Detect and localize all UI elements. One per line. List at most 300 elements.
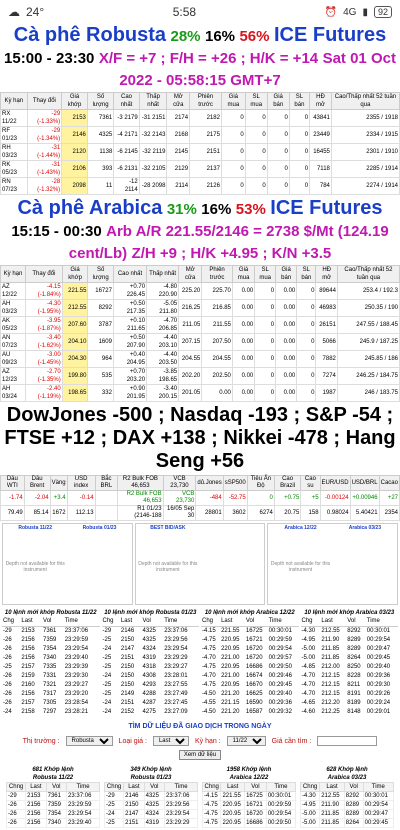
deal-header: Vol bbox=[142, 617, 164, 627]
deal-cell: -24 bbox=[102, 673, 112, 679]
robusta-row[interactable] bbox=[1, 144, 400, 161]
bottom-cell: 00:30:01 bbox=[266, 792, 295, 801]
bottom-cell: 4325 bbox=[144, 792, 164, 801]
robusta-row[interactable] bbox=[1, 161, 400, 178]
bottom-cell: -4.15 bbox=[203, 792, 221, 801]
bottom-header-row bbox=[301, 783, 394, 792]
deal-cell: -26 bbox=[3, 637, 12, 643]
deal-cell: 4288 bbox=[142, 691, 156, 697]
arabica-cell: 0 bbox=[255, 385, 276, 402]
robusta-row[interactable] bbox=[1, 127, 400, 144]
bottom-cell: 220.95 bbox=[221, 801, 245, 810]
bottom-cell: -29 bbox=[7, 792, 26, 801]
arabica-cell: 207.15 bbox=[179, 334, 202, 351]
deal-cell: 16670 bbox=[245, 682, 263, 688]
bottom-cell: 23:29:56 bbox=[165, 801, 198, 810]
bottom-header: Vol bbox=[344, 783, 363, 792]
deal-row bbox=[102, 627, 200, 637]
deal-cell: 16625 bbox=[245, 691, 263, 697]
deal-cell: 23:29:40 bbox=[64, 655, 89, 661]
deal-cell: 00:29:54 bbox=[366, 637, 391, 643]
mini-cell: 20.75 bbox=[274, 506, 300, 521]
deal-title: 10 lệnh mới khớp Robusta 11/22 bbox=[4, 610, 97, 616]
arabica-cell: 0 bbox=[297, 368, 316, 385]
robusta-cell: -12 2114 bbox=[114, 178, 139, 195]
robusta-cell: 0 bbox=[267, 144, 289, 161]
arabica-row[interactable] bbox=[1, 368, 400, 385]
mini-header: VCB 23,730 bbox=[163, 476, 196, 491]
robusta-cell: 23449 bbox=[310, 127, 332, 144]
deal-cell: 2147 bbox=[120, 646, 135, 652]
mini-cell: 158 bbox=[301, 506, 320, 521]
deal-cell: 8211 bbox=[347, 682, 361, 688]
bottom-header: Time bbox=[165, 783, 198, 792]
arabica-row[interactable] bbox=[1, 283, 400, 300]
bottom-cell: -26 bbox=[7, 810, 26, 819]
arabica-cell: 26151 bbox=[316, 317, 337, 334]
arabica-cell: 204.55 bbox=[179, 351, 202, 368]
arabica-cell: 1609 bbox=[88, 334, 113, 351]
mini-header: sSP500 bbox=[223, 476, 247, 491]
bottom-cell: 4319 bbox=[144, 819, 164, 828]
robusta-date: Sat 01 Oct 2022 - 05:58:15 GMT+7 bbox=[119, 50, 396, 89]
robusta-row[interactable] bbox=[1, 110, 400, 127]
bottom-deal-block bbox=[6, 766, 100, 828]
bottom-cell: -4.30 bbox=[301, 792, 320, 801]
deal-cell: -4.65 bbox=[301, 700, 316, 706]
arabica-cell: 8292 bbox=[88, 300, 113, 317]
arabica-row[interactable] bbox=[1, 317, 400, 334]
arabica-cell: 0.00 bbox=[232, 283, 254, 300]
bottom-cell: 23:29:54 bbox=[67, 810, 100, 819]
deal-cell: 7317 bbox=[43, 691, 57, 697]
deal-cell: 23:27:55 bbox=[164, 682, 188, 688]
deal-header: Vol bbox=[346, 617, 366, 627]
deal-row bbox=[102, 636, 200, 645]
bottom-header: Last bbox=[124, 783, 144, 792]
mini-cell: R1 01/23 (2146-188 bbox=[118, 506, 163, 521]
mini-cell: 112.13 bbox=[67, 506, 95, 521]
bottom-row bbox=[301, 810, 394, 819]
robusta-cell: 2174 bbox=[167, 110, 190, 127]
deal-row bbox=[201, 708, 299, 717]
bottom-row bbox=[203, 810, 296, 819]
deal-cell: 00:29:50 bbox=[268, 664, 292, 670]
deal-row bbox=[102, 663, 200, 672]
deal-row bbox=[102, 645, 200, 654]
arabica-cell: 0.00 bbox=[232, 368, 254, 385]
search-title: TÌM DỮ LIỆU ĐÃ GIAO DỊCH TRONG NGÀY bbox=[128, 723, 272, 730]
bottom-deal-block bbox=[300, 766, 394, 828]
robusta-cell: 0 bbox=[267, 127, 289, 144]
arabica-header: Kỳ hạn bbox=[1, 266, 26, 283]
robusta-cell: 2106 bbox=[62, 161, 88, 178]
mini-header: USD index bbox=[67, 476, 95, 491]
world-indices: DowJones -500 ; Nasdaq -193 ; S&P -54 ; FTSE +12 ; DAX +138 ; Nikkei -478 ; Hang Seng +56 bbox=[4, 404, 396, 472]
arabica-cell: 0.00 bbox=[276, 334, 297, 351]
robusta-header: HĐ mở bbox=[310, 93, 332, 110]
bottom-cell: 16686 bbox=[245, 819, 267, 828]
bottom-cell: 2156 bbox=[26, 801, 46, 810]
arabica-cell: 7274 bbox=[316, 368, 337, 385]
robusta-cell: 2129 bbox=[167, 161, 190, 178]
deal-cell: 4324 bbox=[142, 646, 156, 652]
deal-cell: 212.15 bbox=[321, 682, 340, 688]
deal-table bbox=[301, 617, 399, 717]
deal-cell: 221.00 bbox=[221, 655, 240, 661]
arabica-pct-2: 16% bbox=[201, 201, 232, 218]
deal-cell: -29 bbox=[102, 628, 112, 634]
deal-cell: 00:29:40 bbox=[268, 691, 292, 697]
robusta-header: Cao nhất bbox=[114, 93, 139, 110]
depth-col bbox=[333, 524, 397, 604]
robusta-header: Giá bán bbox=[267, 93, 289, 110]
deal-cell: 23:29:54 bbox=[64, 646, 89, 652]
arabica-cell: AK 05/23 bbox=[1, 317, 26, 334]
arabica-header: Phiên trước bbox=[202, 266, 233, 283]
bottom-cell: 2147 bbox=[124, 810, 144, 819]
arabica-header: SL mua bbox=[255, 266, 276, 283]
search-form bbox=[0, 736, 400, 746]
mini-cell: VCB 23,730 bbox=[163, 491, 196, 506]
deal-cell: 00:30:01 bbox=[268, 628, 292, 634]
arabica-cell: 0 bbox=[255, 351, 276, 368]
arabica-cell: 202.50 bbox=[202, 368, 233, 385]
deal-row bbox=[201, 636, 299, 645]
arabica-cell: 246 / 183.75 bbox=[337, 385, 399, 402]
deal-cell: -24 bbox=[3, 709, 12, 715]
deal-cell: 00:29:26 bbox=[366, 691, 391, 697]
deal-cell: 00:29:24 bbox=[366, 700, 391, 706]
arabica-cell: 250.35 / 190 bbox=[337, 300, 399, 317]
robusta-cell: 0 bbox=[245, 178, 267, 195]
arabica-header: Cao nhất bbox=[113, 266, 146, 283]
bottom-cell: -24 bbox=[105, 810, 124, 819]
deal-row bbox=[301, 636, 399, 645]
deal-header: Last bbox=[320, 617, 346, 627]
deal-cell: 23:27:45 bbox=[164, 700, 188, 706]
depth-col bbox=[67, 524, 131, 604]
robusta-cell: -31 (-1.44%) bbox=[27, 144, 62, 161]
deal-cell: -26 bbox=[3, 682, 12, 688]
deal-row bbox=[301, 654, 399, 663]
arabica-header: HĐ mở bbox=[316, 266, 337, 283]
mini-cell: -484 bbox=[196, 491, 223, 506]
price-type-select[interactable] bbox=[153, 736, 189, 746]
arabica-cell: -3.00 (-1.45%) bbox=[26, 351, 63, 368]
bottom-cell: 220.95 bbox=[221, 819, 245, 828]
status-bar bbox=[0, 0, 400, 24]
deal-title: 10 lệnh mới khớp Arabica 03/23 bbox=[304, 610, 395, 616]
robusta-cell: 2355 / 1918 bbox=[331, 110, 399, 127]
arabica-row[interactable] bbox=[1, 351, 400, 368]
mini-cell: 0.98024 bbox=[320, 506, 350, 521]
depth-panels bbox=[0, 521, 400, 607]
bottom-cell: 00:29:47 bbox=[363, 810, 393, 819]
deal-cell: -4.95 bbox=[301, 637, 316, 643]
bottom-header: Last bbox=[26, 783, 46, 792]
deal-cell: 4293 bbox=[142, 682, 156, 688]
bottom-row bbox=[7, 792, 100, 801]
arabica-cell: -4.40 203.10 bbox=[147, 334, 179, 351]
robusta-cell: 2098 bbox=[62, 178, 88, 195]
robusta-pct-3: 56% bbox=[239, 28, 270, 45]
deal-row bbox=[2, 672, 100, 681]
deal-cell: -4.15 bbox=[202, 628, 216, 634]
deal-block bbox=[301, 609, 399, 717]
mini-cell: +0.75 bbox=[274, 491, 300, 506]
arabica-cell: 245.9 / 187.25 bbox=[337, 334, 399, 351]
bottom-header: Vol bbox=[144, 783, 164, 792]
robusta-cell: 2274 / 1914 bbox=[331, 178, 399, 195]
arabica-cell: 202.20 bbox=[179, 368, 202, 385]
arabica-cell: 0.00 bbox=[232, 334, 254, 351]
arabica-cell: 225.20 bbox=[179, 283, 202, 300]
deal-cell: 00:29:36 bbox=[268, 700, 292, 706]
arabica-cell: 221.55 bbox=[62, 283, 88, 300]
bottom-row bbox=[301, 801, 394, 810]
robusta-cell: 393 bbox=[87, 161, 113, 178]
deal-cell: 212.15 bbox=[321, 673, 340, 679]
arabica-cell: 0.00 bbox=[202, 385, 233, 402]
bottom-deal-name: Robusta 11/22 bbox=[32, 775, 74, 781]
deal-header-row bbox=[2, 617, 100, 627]
arabica-cell: 0 bbox=[297, 317, 316, 334]
robusta-time-2: 23:30 bbox=[56, 50, 95, 67]
arabica-row[interactable] bbox=[1, 300, 400, 317]
arabica-header: Giá mua bbox=[232, 266, 254, 283]
deal-cell: 7359 bbox=[43, 637, 57, 643]
arabica-cell: 225.70 bbox=[202, 283, 233, 300]
deal-cell: 221.00 bbox=[221, 673, 240, 679]
robusta-cell: 0 bbox=[221, 110, 245, 127]
arabica-cell: +0.70 226.45 bbox=[113, 283, 146, 300]
deal-cell: 7340 bbox=[43, 655, 57, 661]
robusta-cell: 2126 bbox=[190, 178, 222, 195]
mini-header: dủ.Jones bbox=[196, 476, 223, 491]
deal-cell: 00:29:54 bbox=[268, 646, 292, 652]
deal-cell: -24 bbox=[102, 646, 112, 652]
depth-na: Depth not available for this instrument bbox=[138, 561, 198, 573]
bottom-cell: -4.75 bbox=[203, 819, 221, 828]
depth-panel bbox=[2, 523, 133, 605]
deal-header: Last bbox=[20, 617, 42, 627]
arabica-cell: 0 bbox=[255, 283, 276, 300]
bottom-cell: 00:29:54 bbox=[363, 801, 393, 810]
deal-title: 10 lệnh mới khớp Robusta 01/23 bbox=[104, 610, 197, 616]
deal-block bbox=[102, 609, 200, 717]
arabica-header: Cao/Thấp nhất 52 tuần qua bbox=[337, 266, 399, 283]
robusta-cell: 2301 / 1910 bbox=[331, 144, 399, 161]
deal-cell: 00:29:40 bbox=[366, 664, 391, 670]
deal-cell: 23:28:21 bbox=[64, 709, 89, 715]
bottom-row bbox=[7, 801, 100, 810]
deal-cell: -24 bbox=[102, 709, 112, 715]
deal-cell: -29 bbox=[3, 628, 12, 634]
robusta-cell: 2175 bbox=[190, 127, 222, 144]
deal-cell: 23:28:01 bbox=[164, 673, 188, 679]
market-select[interactable] bbox=[66, 736, 113, 746]
view-data-button[interactable]: Xem dữ liệu bbox=[179, 750, 221, 760]
deal-cell: 212.15 bbox=[321, 691, 340, 697]
robusta-cell: 7118 bbox=[310, 161, 332, 178]
deal-block bbox=[201, 609, 299, 717]
mini-cell bbox=[95, 506, 118, 521]
deal-row bbox=[2, 627, 100, 637]
clock: 5:58 bbox=[172, 5, 197, 19]
bottom-header: Last bbox=[320, 783, 345, 792]
bottom-cell: 2156 bbox=[26, 819, 46, 828]
deal-cell: 23:29:59 bbox=[64, 637, 89, 643]
mini-header: EUR/USD bbox=[320, 476, 350, 491]
arabica-cell: 0.00 bbox=[232, 317, 254, 334]
deal-cell: 23:29:30 bbox=[64, 673, 89, 679]
arabica-cell: -4.15 (-1.84%) bbox=[26, 283, 63, 300]
deal-row bbox=[201, 654, 299, 663]
robusta-spreads: X/F = +7 ; F/H = +26 ; H/K = +14 bbox=[98, 50, 319, 67]
robusta-cell: -28 2098 bbox=[139, 178, 167, 195]
mini-header: USD/BRL bbox=[350, 476, 379, 491]
deal-cell: 00:30:01 bbox=[366, 628, 391, 634]
deal-cell: 7297 bbox=[43, 709, 57, 715]
arabica-cell: 201.05 bbox=[179, 385, 202, 402]
bottom-header: Chng bbox=[203, 783, 221, 792]
arabica-cell: AN 07/23 bbox=[1, 334, 26, 351]
bottom-cell: -4.95 bbox=[301, 801, 320, 810]
deal-row bbox=[102, 690, 200, 699]
robusta-cell: 0 bbox=[245, 144, 267, 161]
deal-cell: 220.95 bbox=[221, 646, 240, 652]
arabica-cell: +0.70 203.20 bbox=[113, 368, 146, 385]
deal-cell: -5.00 bbox=[301, 646, 316, 652]
arabica-cell: 0.00 bbox=[276, 300, 297, 317]
bottom-deal-table bbox=[6, 782, 100, 828]
mini-cell: 16/05 Sep 30 bbox=[163, 506, 196, 521]
depth-panel bbox=[267, 523, 398, 605]
robusta-cell: 0 bbox=[289, 161, 309, 178]
deal-cell: 4308 bbox=[142, 673, 156, 679]
deal-cell: 23:27:49 bbox=[164, 691, 188, 697]
deal-cell: 221.20 bbox=[221, 691, 240, 697]
robusta-cell: 0 bbox=[289, 110, 309, 127]
bottom-cell: -25 bbox=[105, 819, 124, 828]
robusta-cell: 16455 bbox=[310, 144, 332, 161]
deal-header: Chg bbox=[102, 617, 120, 627]
robusta-cell: -31 (-1.43%) bbox=[27, 161, 62, 178]
arabica-cell: -2.40 (-1.19%) bbox=[26, 385, 63, 402]
deal-cell: 8292 bbox=[347, 628, 361, 634]
arabica-cell: -3.40 200.15 bbox=[147, 385, 179, 402]
arabica-cell: -5.05 211.80 bbox=[147, 300, 179, 317]
deal-row bbox=[102, 699, 200, 708]
robusta-row[interactable] bbox=[1, 178, 400, 195]
deal-row bbox=[301, 708, 399, 717]
deal-row bbox=[201, 663, 299, 672]
robusta-cell: 0 bbox=[289, 144, 309, 161]
deal-cell: -25 bbox=[102, 637, 112, 643]
robusta-header: Số lượng bbox=[87, 93, 113, 110]
deal-cell: 00:29:59 bbox=[268, 637, 292, 643]
deal-cell: -4.50 bbox=[202, 709, 216, 715]
arabica-cell: -2.70 (-1.35%) bbox=[26, 368, 63, 385]
bottom-cell: 2156 bbox=[26, 810, 46, 819]
arabica-header: Thấp nhất bbox=[147, 266, 179, 283]
deal-cell: 7321 bbox=[43, 682, 57, 688]
arabica-row[interactable] bbox=[1, 334, 400, 351]
arabica-header: SL bán bbox=[297, 266, 316, 283]
deal-cell: 8189 bbox=[347, 700, 361, 706]
deal-cell: 2150 bbox=[120, 673, 135, 679]
robusta-header: Thấp nhất bbox=[139, 93, 167, 110]
robusta-cell: 0 bbox=[221, 161, 245, 178]
deal-cell: 16587 bbox=[245, 709, 263, 715]
arabica-ice: ICE Futures bbox=[270, 197, 383, 219]
bottom-deals bbox=[0, 764, 400, 830]
bottom-cell: 16721 bbox=[245, 801, 267, 810]
arabica-header bbox=[0, 197, 400, 265]
robusta-time-1: 15:00 - bbox=[4, 50, 52, 67]
depth-title: BEST BID/ASK bbox=[150, 525, 186, 531]
arabica-title: Cà phê Arabica bbox=[17, 197, 163, 219]
price-search-label: Giá cần tìm : bbox=[271, 737, 312, 745]
bottom-header: Chng bbox=[7, 783, 26, 792]
robusta-cell: 0 bbox=[245, 110, 267, 127]
period-select[interactable] bbox=[227, 736, 266, 746]
deal-cell: 2156 bbox=[21, 655, 35, 661]
robusta-cell: RK 05/23 bbox=[1, 161, 28, 178]
bottom-cell: -25 bbox=[105, 801, 124, 810]
bottom-deal-name: Arabica 03/23 bbox=[327, 775, 367, 781]
bottom-cell: 23:37:06 bbox=[67, 792, 100, 801]
deal-cell: 8228 bbox=[347, 673, 361, 679]
deal-cell: 221.55 bbox=[221, 628, 240, 634]
deal-cell: 4275 bbox=[142, 709, 156, 715]
bottom-cell: -5.00 bbox=[301, 810, 320, 819]
arabica-cell: 535 bbox=[88, 368, 113, 385]
robusta-title: Cà phê Robusta bbox=[13, 24, 167, 46]
bottom-deal-block bbox=[202, 766, 296, 828]
deal-header: Vol bbox=[42, 617, 64, 627]
robusta-cell: RX 11/22 bbox=[1, 110, 28, 127]
robusta-cell: 2285 / 1914 bbox=[331, 161, 399, 178]
price-search-input[interactable] bbox=[317, 736, 377, 746]
bottom-deal-name: Robusta 01/23 bbox=[130, 775, 172, 781]
deal-cell: -4.70 bbox=[301, 673, 316, 679]
bottom-cell: 23:29:59 bbox=[67, 801, 100, 810]
deal-cell: 212.20 bbox=[321, 700, 340, 706]
robusta-cell: RN 07/23 bbox=[1, 178, 28, 195]
deal-cell: 2156 bbox=[21, 637, 35, 643]
deal-cell: -4.30 bbox=[301, 628, 316, 634]
deal-cell: 7305 bbox=[43, 700, 57, 706]
arabica-cell: AZ 12/22 bbox=[1, 283, 26, 300]
deal-header: Chg bbox=[301, 617, 321, 627]
mini-cell: -0.00124 bbox=[320, 491, 350, 506]
robusta-cell: 1138 bbox=[87, 144, 113, 161]
robusta-cell: 43841 bbox=[310, 110, 332, 127]
deal-row bbox=[301, 681, 399, 690]
bottom-cell: 23:29:29 bbox=[165, 819, 198, 828]
arabica-header: Số lượng bbox=[88, 266, 113, 283]
mini-header: Bắc BRL bbox=[95, 476, 118, 491]
arabica-cell: 0 bbox=[297, 351, 316, 368]
arabica-pct-3: 53% bbox=[235, 201, 266, 218]
bottom-row bbox=[203, 792, 296, 801]
deal-cell: -25 bbox=[3, 664, 12, 670]
arabica-row[interactable] bbox=[1, 385, 400, 402]
deal-cell: -4.60 bbox=[301, 709, 316, 715]
deal-cell: 2157 bbox=[21, 700, 35, 706]
